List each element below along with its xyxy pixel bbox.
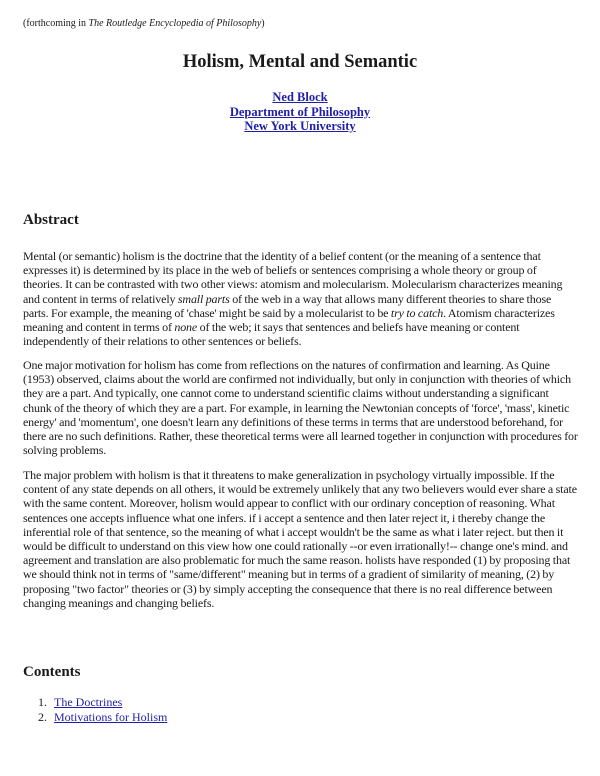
page-title: Holism, Mental and Semantic — [182, 52, 418, 72]
author-block — [0, 90, 600, 134]
publication-note: (forthcoming in The Routledge Encyclopedia of Philosophy) — [23, 18, 265, 29]
encyclopedia-title: The Routledge Encyclopedia of Philosophy — [88, 18, 262, 29]
university-link[interactable]: New York University — [244, 119, 356, 133]
contents-heading: Contents — [23, 664, 81, 680]
abstract-heading: Abstract — [23, 212, 79, 228]
contents-item: 1. The Doctrines — [38, 695, 123, 709]
department-link[interactable]: Department of Philosophy — [229, 104, 371, 119]
abstract-paragraph-1: Mental (or semantic) holism is the doctrine that the identity of a belief content (or the meaning of a sentence that expresses it) is determined by its place in the web of beliefs or sentences comprising a whole theory or group of theories. It can be contrasted with two other views: atomism and molecularism. Molecularism characterizes meaning and content in terms of relatively small parts of the web in a way that allows many different theories to share those parts. For example, the meaning of 'chase' might be said by a molecularist to be try to catch. Atomism characterizes meaning and content in terms of none of the web; it says that sentences and beliefs have meaning or content independently of their relations to other sentences or beliefs. — [23, 249, 563, 349]
contents-item: 2. Motivations for Holism — [38, 709, 168, 724]
abstract-paragraph-3: The major problem with holism is that it threatens to make generalization in psychology virtually impossible. If the content of any state depends on all others, it would be extremely unlikely that any two believers would ever share a state with the same content. Moreover, holism would appear to conflict with our ordinary conception of reasoning. What sentences one accepts influence what one infers. if i accept a sentence and then later reject it, i thereby change the inferential role of that sentence, so the meaning of what i accept wouldn't be the same as what i later reject. but then it would be difficult to understand on this view how one could rationally --or even irrationally!-- change one's mind. and agreement and translation are also problematic for much the same reason. holists have responded (1) by proposing that we should think not in terms of "same/different" meaning but in terms of a gradient of similarity of meaning, (2) by proposing "two factor" theories or (3) by simply accepting the consequence that there is no real difference between changing meanings and changing beliefs. — [23, 468, 577, 610]
contents-list — [38, 695, 167, 724]
author-name-link[interactable]: Ned Block — [272, 90, 328, 104]
contents-link-motivations[interactable]: Motivations for Holism — [54, 709, 168, 724]
contents-link-doctrines[interactable]: The Doctrines — [54, 695, 123, 709]
abstract-paragraph-2: One major motivation for holism has come from reflections on the natures of confirmation and learning. As Quine (1953) observed, claims about the world are confirmed not individually, but only in conjunction with theories of which they are a part. And typically, one cannot come to understand scientific claims without understanding a significant chunk of the theory of which they are a part. For example, in learning the Newtonian concepts of 'force', 'mass', kinetic energy' and 'momentum', one doesn't learn any definitions of these terms in terms that are understood beforehand, for there are no such definitions. Rather, these theoretical terms were all learned together in conjunction with procedures for solving problems. — [23, 358, 578, 458]
